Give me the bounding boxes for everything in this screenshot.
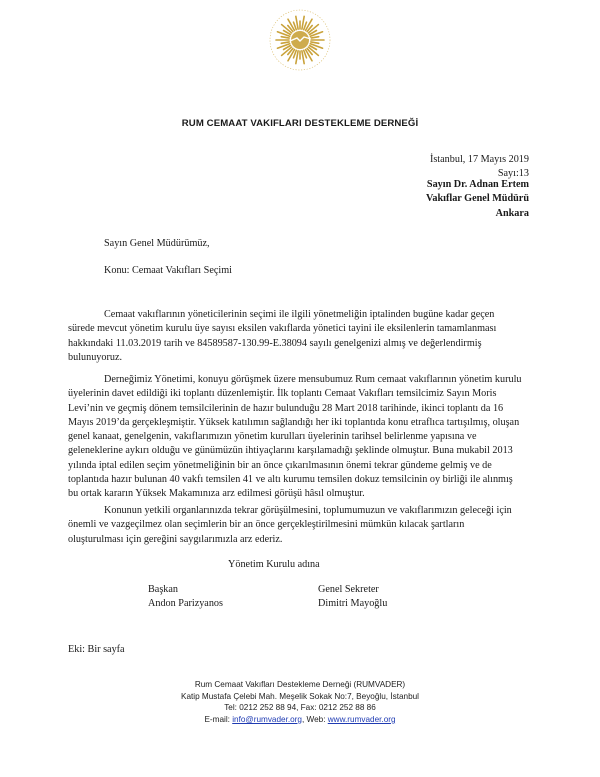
body-line: geleneklerine aykırı olduğu ve günümüzün ihtiyaçlarını karşılamadığı şeklinde olmuştur. Buna mukabil 2013 bbox=[68, 445, 513, 457]
letterhead-footer bbox=[0, 679, 600, 725]
letter-date: İstanbul, 17 Mayıs 2019 bbox=[429, 154, 529, 165]
email-link[interactable]: info@rumvader.org bbox=[232, 714, 302, 724]
seal-ray bbox=[311, 42, 319, 43]
body-line: sürede mevcut yönetim kurulu üye sayısı eksilen vakıflarda yönetici tayini ile eksilenlerin tamamlanması bbox=[68, 323, 497, 335]
footer-contact-line bbox=[0, 714, 600, 726]
body-line: Derneğimiz Yönetimi, konuyu görüşmek üzere mensubumuz Rum cemaat vakıflarının yönetim kurulu bbox=[104, 374, 522, 385]
body-paragraph-3 bbox=[68, 504, 533, 547]
footer-address: Katip Mustafa Çelebi Mah. Meşelik Sokak No:7, Beyoğlu, İstanbul bbox=[180, 691, 419, 701]
email-label: E-mail: bbox=[204, 714, 230, 724]
footer-org-name: Rum Cemaat Vakıfları Destekleme Derneği (RUMVADER) bbox=[194, 680, 406, 689]
recipient-city: Ankara bbox=[495, 207, 529, 219]
signatory-name: Andon Parizyanos bbox=[148, 598, 223, 610]
website-link[interactable]: www.rumvader.org bbox=[327, 714, 396, 724]
body-line: Konunun yetkili organlarınızda tekrar görüşülmesini, toplumumuzun ve vakıflarımızın geleceği için bbox=[104, 505, 512, 516]
seal-ray bbox=[281, 42, 289, 43]
salutation: Sayın Genel Müdürümüz, bbox=[104, 238, 210, 249]
signatory-president bbox=[148, 583, 223, 612]
letter-number: Sayı:13 bbox=[497, 168, 529, 180]
recipient-name: Sayın Dr. Adnan Ertem bbox=[426, 179, 529, 190]
body-line: Cemaat vakıflarının yöneticilerinin seçimi ile ilgili yönetmeliğin iptalinden bugüne kadar geçen bbox=[104, 309, 495, 320]
body-line: oluşturulması için gereğini saygılarımızla arz ederiz. bbox=[68, 533, 283, 545]
body-line: yılında iptal edilen seçim yönetmeliğinin bir an önce çıkarılmasının önemi tekrar gündeme gelmiş ve de bbox=[68, 459, 492, 471]
web-label: , Web: bbox=[301, 714, 326, 724]
seal-ray bbox=[311, 37, 319, 38]
recipient-block bbox=[426, 178, 529, 221]
body-line: Mayıs 2019’da gerçekleşmiştir. Yüksek katılımın sağlandığı her iki toplantıda konu etraflıca tartışılmış, oluşan bbox=[68, 416, 520, 428]
body-line: Levi’nin ve geçmiş dönem temsilcilerinin de hazır bulunduğu 28 Mart 2018 tarihinde, ikinci toplantı da 16 bbox=[68, 402, 504, 414]
body-line: genel kanaat, genelgenin, vakıflarımızın yönetim kurulları üyelerinin tarihsel belirlenme yapısına ve bbox=[68, 431, 477, 443]
footer-phone-fax: Tel: 0212 252 88 94, Fax: 0212 252 88 86 bbox=[224, 703, 376, 713]
enclosure-note: Eki: Bir sayfa bbox=[68, 644, 125, 655]
body-line: bu ortak kararın Yüksek Makamınıza arz edilmesi görüşü hâsıl olmuştur. bbox=[68, 488, 365, 500]
body-paragraph-1 bbox=[68, 308, 533, 365]
rumvader-seal-logo-icon bbox=[268, 8, 332, 72]
seal-ray bbox=[281, 37, 289, 38]
subject-line: Konu: Cemaat Vakıfları Seçimi bbox=[104, 265, 232, 276]
body-line: önemli ve vazgeçilmez olan seçimlerin bir an önce gerçekleştirilmesini mümkün kılacak şartların bbox=[68, 519, 465, 531]
body-line: bulunuyoruz. bbox=[68, 351, 123, 363]
signatory-name: Dimitri Mayoğlu bbox=[318, 598, 388, 610]
body-paragraph-2 bbox=[68, 373, 533, 502]
signatory-role: Başkan bbox=[148, 584, 178, 595]
body-line: hakkındaki 11.03.2019 tarih ve 84589587-130.99-E.38094 sayılı genelgenizi almış ve değerlendirmiş bbox=[68, 337, 482, 349]
body-line: üyelerinin davet edildiği iki toplantı düzenlemiştir. İlk toplantı Cemaat Vakıfları temsilcimiz Sayın Moris bbox=[68, 388, 497, 400]
body-line: toplantıda hazır bulunan 40 vakfı temsilen 41 ve altı kurumu temsilen dokuz temsilcinin oy birliği ile alınmış bbox=[68, 474, 513, 486]
signatory-role: Genel Sekreter bbox=[318, 584, 379, 595]
organization-title: RUM CEMAAT VAKIFLARI DESTEKLEME DERNEĞİ bbox=[181, 118, 419, 129]
signatory-secretary bbox=[318, 583, 387, 612]
signoff: Yönetim Kurulu adına bbox=[228, 559, 320, 570]
recipient-title: Vakıflar Genel Müdürü bbox=[425, 193, 529, 205]
